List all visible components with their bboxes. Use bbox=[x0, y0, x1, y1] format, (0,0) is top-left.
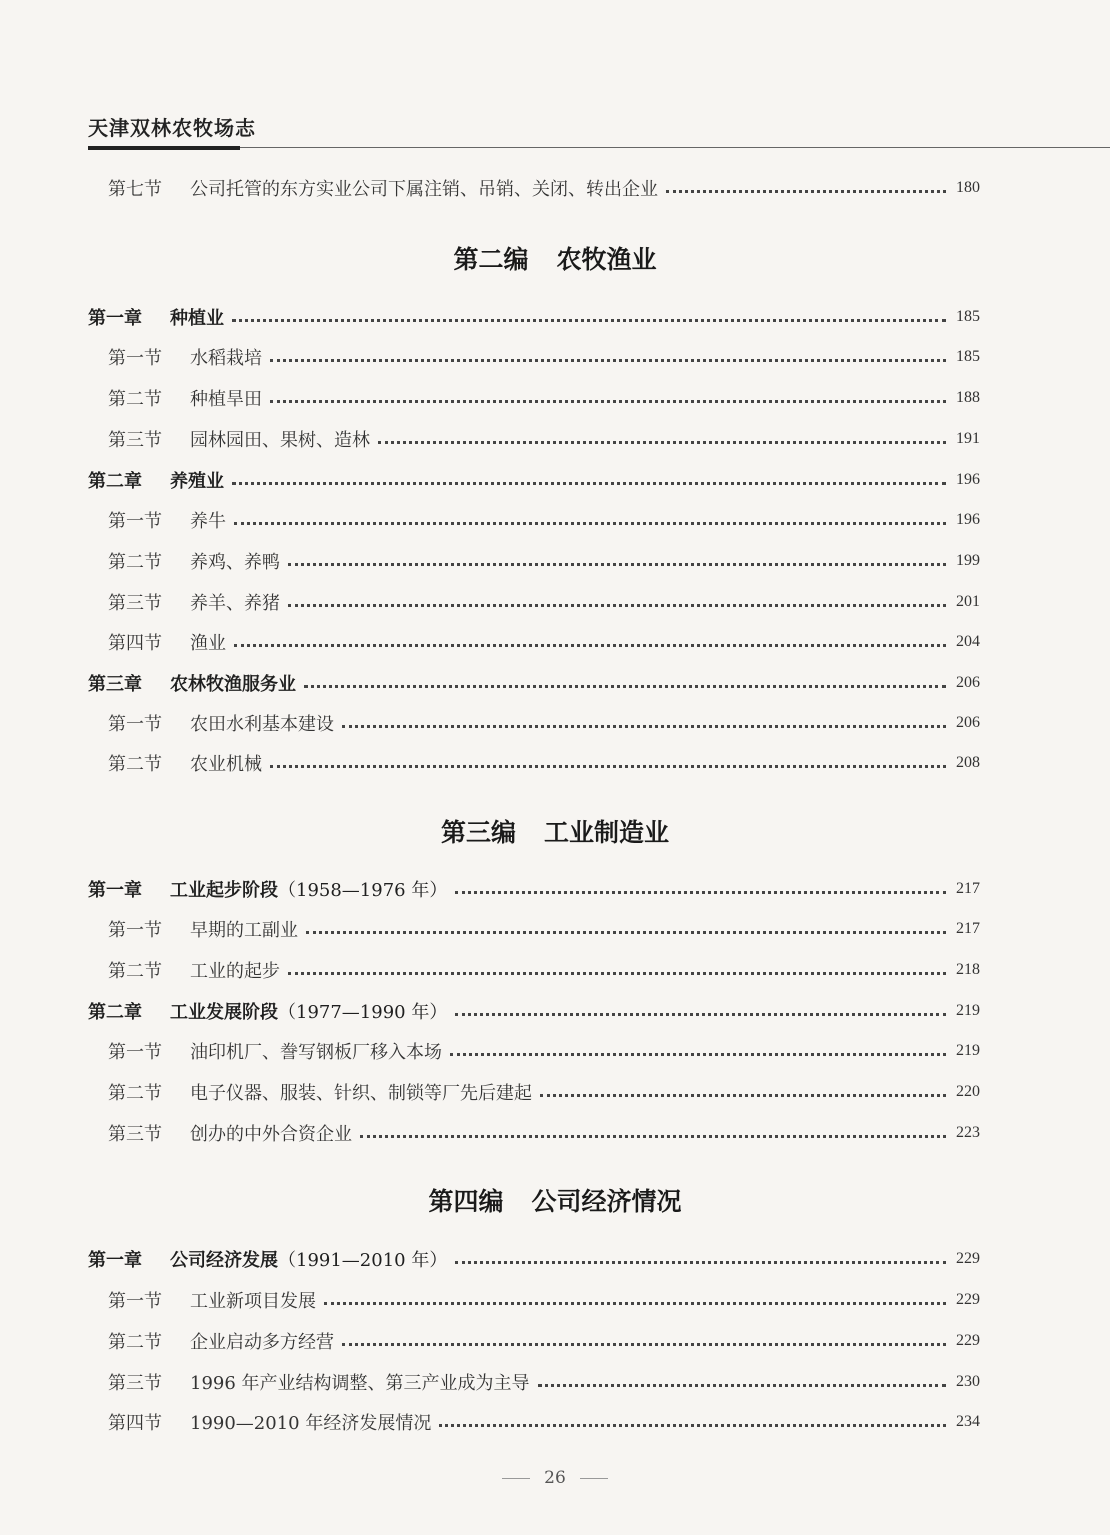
dot-leader bbox=[540, 1092, 946, 1097]
section-number: 第七节 bbox=[108, 179, 162, 200]
section-title: 园林园田、果树、造林 bbox=[190, 430, 370, 451]
chapter-title: 养殖业 bbox=[170, 471, 224, 492]
page-number: 196 bbox=[956, 471, 980, 488]
section-number: 第一节 bbox=[108, 348, 162, 369]
chapter-number: 第二章 bbox=[88, 1002, 142, 1023]
dot-leader bbox=[306, 929, 946, 934]
page-number: 206 bbox=[956, 714, 980, 731]
section-title: 养羊、养猪 bbox=[190, 593, 280, 614]
page-number: 219 bbox=[956, 1042, 980, 1059]
toc-section-row[interactable] bbox=[108, 1367, 980, 1397]
page-number: 223 bbox=[956, 1124, 980, 1141]
page-number: 185 bbox=[956, 348, 980, 365]
section-title: 油印机厂、誊写钢板厂移入本场 bbox=[190, 1042, 442, 1063]
page-number: 185 bbox=[956, 308, 980, 325]
dot-leader bbox=[455, 1259, 946, 1264]
page-number: 217 bbox=[956, 880, 980, 897]
page-number: 229 bbox=[956, 1332, 980, 1349]
toc-section-row[interactable] bbox=[108, 1326, 980, 1356]
toc-section-row[interactable] bbox=[108, 587, 980, 617]
footer-dash-right bbox=[580, 1478, 608, 1479]
part-title: 公司经济情况 bbox=[531, 1187, 682, 1216]
page-footer bbox=[0, 1468, 1110, 1488]
section-title: 种植旱田 bbox=[190, 389, 262, 410]
part-title: 工业制造业 bbox=[544, 818, 670, 847]
toc-section-row[interactable] bbox=[108, 914, 980, 944]
section-title: 渔业 bbox=[190, 633, 226, 654]
page-number: 229 bbox=[956, 1291, 980, 1308]
dot-leader bbox=[288, 602, 946, 607]
chapter-years: （1977—1990 年） bbox=[278, 1002, 448, 1023]
part-number: 第四编 bbox=[428, 1187, 504, 1216]
section-number: 第三节 bbox=[108, 430, 162, 451]
dot-leader bbox=[450, 1051, 946, 1056]
chapter-number: 第一章 bbox=[88, 308, 142, 329]
dot-leader bbox=[270, 763, 946, 768]
page-number: 234 bbox=[956, 1413, 980, 1430]
section-number: 第四节 bbox=[108, 1413, 162, 1434]
section-title: 水稻栽培 bbox=[190, 348, 262, 369]
footer-dash-left bbox=[502, 1478, 530, 1479]
dot-leader bbox=[378, 439, 946, 444]
dot-leader bbox=[232, 480, 946, 485]
toc-section-row[interactable] bbox=[108, 342, 980, 372]
part-title: 农牧渔业 bbox=[556, 245, 657, 274]
dot-leader bbox=[234, 642, 946, 647]
part-heading bbox=[0, 240, 1110, 276]
chapter-title: 种植业 bbox=[170, 308, 224, 329]
part-heading bbox=[0, 813, 1110, 849]
page-number: 199 bbox=[956, 552, 980, 569]
page-number: 229 bbox=[956, 1250, 980, 1267]
dot-leader bbox=[360, 1133, 946, 1138]
section-number: 第二节 bbox=[108, 754, 162, 775]
dot-leader bbox=[304, 683, 946, 688]
toc-section-row[interactable] bbox=[108, 383, 980, 413]
section-title: 工业新项目发展 bbox=[190, 1291, 316, 1312]
section-title: 养牛 bbox=[190, 511, 226, 532]
toc-section-row[interactable] bbox=[108, 1077, 980, 1107]
toc-section-row[interactable] bbox=[108, 505, 980, 535]
dot-leader bbox=[342, 723, 946, 728]
page-number: 217 bbox=[956, 920, 980, 937]
dot-leader bbox=[342, 1341, 946, 1346]
part-number: 第三编 bbox=[440, 818, 516, 847]
section-number: 第一节 bbox=[108, 511, 162, 532]
section-number: 第四节 bbox=[108, 633, 162, 654]
section-number: 第三节 bbox=[108, 1373, 162, 1394]
section-number: 第二节 bbox=[108, 1332, 162, 1353]
toc-section-row[interactable] bbox=[108, 173, 980, 203]
section-number: 第一节 bbox=[108, 1291, 162, 1312]
section-title: 1996 年产业结构调整、第三产业成为主导 bbox=[190, 1373, 530, 1394]
chapter-years: （1958—1976 年） bbox=[278, 880, 448, 901]
chapter-title: 工业发展阶段 bbox=[170, 1002, 278, 1023]
chapter-title: 工业起步阶段 bbox=[170, 880, 278, 901]
chapter-number: 第一章 bbox=[88, 880, 142, 901]
section-number: 第一节 bbox=[108, 1042, 162, 1063]
dot-leader bbox=[234, 520, 946, 525]
dot-leader bbox=[270, 357, 946, 362]
toc-chapter-row[interactable] bbox=[88, 302, 980, 332]
chapter-number: 第三章 bbox=[88, 674, 142, 695]
chapter-title: 公司经济发展 bbox=[170, 1250, 278, 1271]
page-number: 196 bbox=[956, 511, 980, 528]
section-title: 公司托管的东方实业公司下属注销、吊销、关闭、转出企业 bbox=[190, 179, 658, 200]
section-number: 第一节 bbox=[108, 714, 162, 735]
toc-section-row[interactable] bbox=[108, 1407, 980, 1437]
toc-section-row[interactable] bbox=[108, 708, 980, 738]
section-number: 第二节 bbox=[108, 961, 162, 982]
part-number: 第二编 bbox=[453, 245, 529, 274]
section-title: 电子仪器、服装、针织、制锁等厂先后建起 bbox=[190, 1083, 532, 1104]
toc-chapter-row[interactable] bbox=[88, 874, 980, 904]
part-heading bbox=[0, 1182, 1110, 1218]
section-number: 第三节 bbox=[108, 1124, 162, 1145]
section-title: 1990—2010 年经济发展情况 bbox=[190, 1413, 432, 1434]
page-number: 218 bbox=[956, 961, 980, 978]
section-number: 第二节 bbox=[108, 552, 162, 573]
toc-section-row[interactable] bbox=[108, 748, 980, 778]
dot-leader bbox=[666, 188, 946, 193]
section-title: 企业启动多方经营 bbox=[190, 1332, 334, 1353]
footer-page-number: 26 bbox=[544, 1468, 566, 1488]
section-title: 农田水利基本建设 bbox=[190, 714, 334, 735]
page-number: 191 bbox=[956, 430, 980, 447]
section-number: 第三节 bbox=[108, 593, 162, 614]
chapter-number: 第一章 bbox=[88, 1250, 142, 1271]
section-title: 早期的工副业 bbox=[190, 920, 298, 941]
dot-leader bbox=[455, 1011, 946, 1016]
section-title: 工业的起步 bbox=[190, 961, 280, 982]
section-title: 农业机械 bbox=[190, 754, 262, 775]
page-number: 208 bbox=[956, 754, 980, 771]
toc-section-row[interactable] bbox=[108, 546, 980, 576]
dot-leader bbox=[324, 1300, 946, 1305]
chapter-title: 农林牧渔服务业 bbox=[170, 674, 296, 695]
dot-leader bbox=[270, 398, 946, 403]
toc-section-row[interactable] bbox=[108, 1285, 980, 1315]
toc-section-row[interactable] bbox=[108, 627, 980, 657]
page-number: 220 bbox=[956, 1083, 980, 1100]
toc-chapter-row[interactable] bbox=[88, 668, 980, 698]
page-number: 180 bbox=[956, 179, 980, 196]
section-title: 养鸡、养鸭 bbox=[190, 552, 280, 573]
page-number: 219 bbox=[956, 1002, 980, 1019]
section-number: 第一节 bbox=[108, 920, 162, 941]
toc-chapter-row[interactable] bbox=[88, 465, 980, 495]
header-rule-thin bbox=[240, 147, 1110, 148]
dot-leader bbox=[288, 561, 946, 566]
dot-leader bbox=[288, 970, 946, 975]
page-number: 204 bbox=[956, 633, 980, 650]
toc-section-row[interactable] bbox=[108, 1036, 980, 1066]
chapter-number: 第二章 bbox=[88, 471, 142, 492]
dot-leader bbox=[538, 1382, 946, 1387]
section-number: 第二节 bbox=[108, 389, 162, 410]
section-number: 第二节 bbox=[108, 1083, 162, 1104]
dot-leader bbox=[455, 889, 946, 894]
toc-section-row[interactable] bbox=[108, 1118, 980, 1148]
section-title: 创办的中外合资企业 bbox=[190, 1124, 352, 1145]
toc-section-row[interactable] bbox=[108, 424, 980, 454]
page-number: 230 bbox=[956, 1373, 980, 1390]
toc-chapter-row[interactable] bbox=[88, 996, 980, 1026]
book-title: 天津双林农牧场志 bbox=[88, 116, 256, 140]
chapter-years: （1991—2010 年） bbox=[278, 1250, 448, 1271]
page-number: 188 bbox=[956, 389, 980, 406]
toc-chapter-row[interactable] bbox=[88, 1244, 980, 1274]
dot-leader bbox=[232, 317, 946, 322]
page-number: 206 bbox=[956, 674, 980, 691]
header-rule-thick bbox=[88, 146, 240, 150]
toc-section-row[interactable] bbox=[108, 955, 980, 985]
page-number: 201 bbox=[956, 593, 980, 610]
dot-leader bbox=[439, 1422, 946, 1427]
